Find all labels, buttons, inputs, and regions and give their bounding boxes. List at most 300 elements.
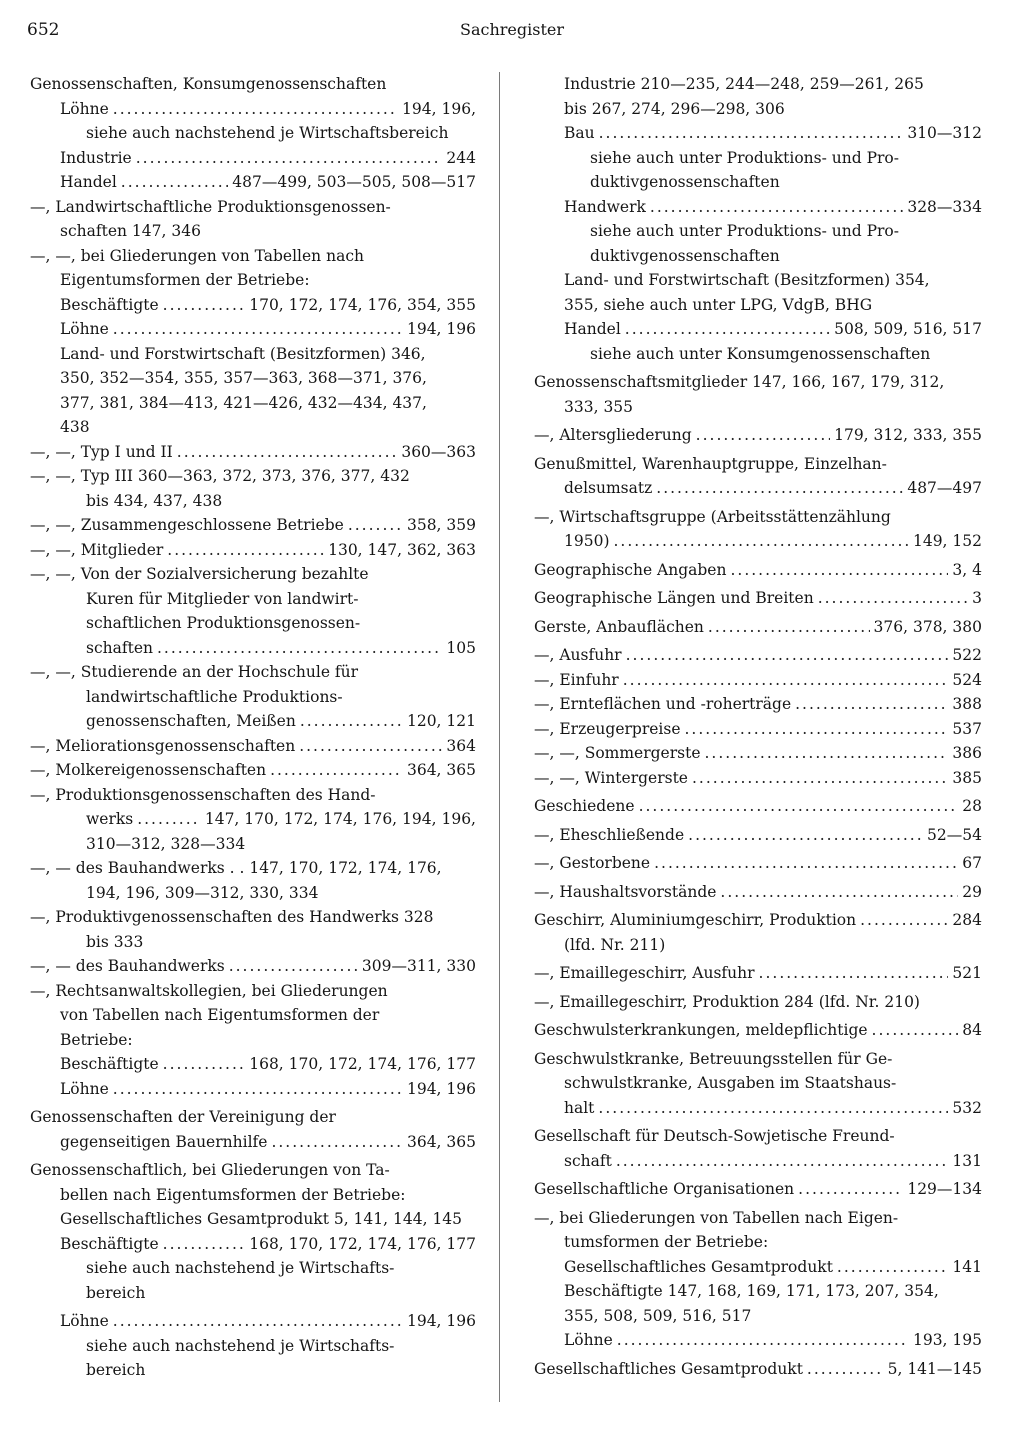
dot-leader [759, 961, 949, 986]
index-line [30, 954, 476, 979]
page-reference: 194, 196 [406, 1312, 476, 1330]
entry-term: Geschwulstkranke, Betreuungsstellen für Ge- [534, 1049, 893, 1068]
entry-term: —, — des Bauhandwerks [30, 957, 225, 975]
index-line [534, 452, 982, 477]
entry-term: Industrie [60, 148, 132, 167]
index-line [534, 1177, 982, 1202]
index-entry [534, 908, 982, 957]
entry-term: bis 333 [86, 932, 144, 951]
page-reference: 194, 196 [406, 1079, 476, 1098]
index-line [534, 1047, 982, 1072]
entry-term: Genossenschaftlich, bei Gliederungen von Ta- [30, 1161, 390, 1179]
dot-leader [656, 476, 903, 501]
dot-leader [685, 717, 949, 742]
entry-term: duktivgenossenschaften [590, 246, 780, 265]
entry-term: Land- und Forstwirtschaft (Besitzformen) 354, [564, 271, 930, 289]
dot-leader [300, 709, 403, 734]
entry-term: Beschäftigte [60, 1055, 159, 1073]
entry-term: Löhne [564, 1331, 613, 1349]
page-reference: 149, 152 [912, 532, 982, 550]
index-line [534, 1096, 982, 1121]
entry-term: Gerste, Anbauflächen [534, 617, 704, 636]
index-entry [534, 1177, 982, 1202]
right-index-column [534, 72, 982, 1385]
index-line [30, 219, 476, 244]
dot-leader [177, 440, 398, 465]
index-line [534, 1279, 982, 1304]
index-line [30, 1052, 476, 1077]
page-reference: 129—134 [907, 1180, 982, 1198]
index-line [30, 660, 476, 685]
entry-term: Gesellschaft für Deutsch-Sowjetische Freund- [534, 1127, 895, 1145]
entry-term: Genossenschaften der Vereinigung der [30, 1108, 336, 1126]
entry-term: Genossenschaften, Konsumgenossenschaften [30, 75, 387, 93]
entry-term: Löhne [60, 1079, 109, 1098]
entry-term: delsumsatz [564, 479, 653, 497]
index-line [30, 979, 476, 1004]
index-entry [534, 961, 982, 986]
index-line [534, 823, 982, 848]
page-reference: 147, 170, 172, 174, 176, 194, 196, [204, 810, 476, 828]
entry-term: —, —, Typ III 360—363, 372, 373, 376, 377, 432 [30, 467, 410, 485]
page-reference: 194, 196 [406, 320, 476, 338]
page-reference: 376, 378, 380 [873, 617, 982, 636]
dot-leader [113, 317, 403, 342]
entry-term: —, —, Typ I und II [30, 442, 173, 461]
page-reference: 244 [446, 148, 476, 167]
index-line [534, 170, 982, 195]
entry-term: Löhne [60, 99, 109, 118]
index-line [30, 1003, 476, 1028]
index-line [30, 734, 476, 759]
entry-term: Handwerk [564, 197, 646, 216]
index-line [30, 636, 476, 661]
index-line [30, 1105, 476, 1130]
page-reference: 310—312 [907, 124, 982, 142]
index-line [534, 1071, 982, 1096]
dot-leader [705, 741, 949, 766]
dot-leader [650, 195, 903, 220]
index-line [534, 766, 982, 791]
index-entry [534, 505, 982, 554]
index-line [534, 933, 982, 958]
page-reference: 3 [972, 589, 982, 607]
entry-term: Gesellschaftliches Gesamtprodukt [564, 1257, 833, 1276]
page-reference: 364 [446, 736, 476, 755]
page-number: 652 [27, 20, 60, 40]
index-line [534, 692, 982, 717]
entry-term: 438 [60, 418, 90, 436]
entry-term: schwulstkranke, Ausgaben im Staatshaus- [564, 1074, 897, 1092]
page-reference: 358, 359 [406, 516, 476, 534]
entry-term: 194, 196, 309—312, 330, 334 [86, 883, 319, 902]
index-line [534, 794, 982, 819]
entry-term: —, Ernteflächen und -roherträge [534, 695, 792, 713]
index-line [534, 558, 982, 583]
index-entry [534, 1018, 982, 1043]
entry-term: Gesellschaftliches Gesamtprodukt [534, 1359, 803, 1378]
page-reference: 521 [952, 964, 982, 982]
index-line [534, 908, 982, 933]
entry-term: 355, 508, 509, 516, 517 [564, 1306, 752, 1325]
dot-leader [720, 880, 958, 905]
page-reference: 131 [952, 1151, 982, 1170]
index-line [30, 1281, 476, 1306]
index-line [30, 415, 476, 440]
running-head: Sachregister [460, 20, 564, 39]
index-line [30, 538, 476, 563]
dot-leader [157, 636, 442, 661]
page-reference: 5, 141—145 [887, 1359, 982, 1378]
entry-term: Beschäftigte 147, 168, 169, 171, 173, 207, 354, [564, 1282, 939, 1300]
entry-term: —, Haushaltsvorstände [534, 882, 717, 901]
dot-leader [614, 529, 909, 554]
entry-term: Geographische Angaben [534, 560, 727, 579]
index-line [534, 1206, 982, 1231]
page-reference: 524 [952, 670, 982, 689]
entry-term: —, —, Studierende an der Hochschule für [30, 663, 359, 681]
index-line [534, 668, 982, 693]
dot-leader [271, 1130, 403, 1155]
dot-leader [163, 1052, 246, 1077]
entry-term: —, Rechtsanwaltskollegien, bei Gliederungen [30, 981, 388, 1000]
entry-term: Bau [564, 124, 595, 142]
entry-term: siehe auch nachstehend je Wirtschaftsbereich [86, 124, 449, 142]
dot-leader [696, 423, 830, 448]
index-line [534, 1255, 982, 1280]
dot-leader [872, 1018, 959, 1043]
index-line [30, 293, 476, 318]
index-line [30, 513, 476, 538]
dot-leader [121, 170, 228, 195]
dot-leader [163, 293, 246, 318]
entry-term: —, — des Bauhandwerks . . 147, 170, 172, 174, 176, [30, 859, 442, 877]
page-reference: 29 [962, 882, 982, 901]
dot-leader [113, 1077, 403, 1102]
index-line [30, 464, 476, 489]
page-reference: 537 [952, 719, 982, 738]
index-line [30, 1334, 476, 1359]
index-entry [534, 880, 982, 905]
dot-leader [860, 908, 948, 933]
entry-term: siehe auch unter Produktions- und Pro- [590, 148, 899, 167]
page-reference: 170, 172, 174, 176, 354, 355 [249, 295, 476, 314]
index-entry [30, 72, 476, 1101]
index-line [30, 562, 476, 587]
index-entry [534, 452, 982, 501]
index-line [30, 881, 476, 906]
index-line [30, 905, 476, 930]
entry-term: —, Meliorationsgenossenschaften [30, 736, 296, 755]
entry-term: (lfd. Nr. 211) [564, 935, 666, 954]
index-entry [534, 370, 982, 419]
index-line [30, 611, 476, 636]
page-reference: 84 [962, 1021, 982, 1039]
index-line [534, 423, 982, 448]
index-line [534, 717, 982, 742]
entry-term: siehe auch nachstehend je Wirtschafts- [86, 1259, 395, 1277]
dot-leader [798, 1177, 903, 1202]
dot-leader [688, 823, 923, 848]
index-entry [534, 643, 982, 790]
index-line [30, 489, 476, 514]
dot-leader [167, 538, 324, 563]
entry-term: —, —, Wintergerste [534, 768, 688, 787]
index-line [30, 268, 476, 293]
index-line [534, 880, 982, 905]
entry-term: duktivgenossenschaften [590, 173, 780, 191]
entry-term: —, Eheschließende [534, 825, 685, 844]
page-reference: 360—363 [401, 442, 476, 461]
entry-term: —, —, bei Gliederungen von Tabellen nach [30, 246, 364, 265]
index-line [534, 1328, 982, 1353]
index-line [30, 758, 476, 783]
page-reference: 284 [952, 911, 982, 929]
page-reference: 532 [952, 1098, 982, 1117]
entry-term: 1950) [564, 532, 610, 550]
index-line [534, 219, 982, 244]
entry-term: bellen nach Eigentumsformen der Betriebe: [60, 1185, 406, 1204]
page-reference: 28 [962, 797, 982, 815]
entry-term: schaften 147, 346 [60, 222, 201, 240]
page-reference: 67 [962, 854, 982, 872]
page-reference: 194, 196, [402, 99, 476, 118]
page-reference: 179, 312, 333, 355 [834, 426, 982, 444]
dot-leader [163, 1232, 246, 1257]
entry-term: Beschäftigte [60, 1234, 159, 1253]
entry-term: 350, 352—354, 355, 357—363, 368—371, 376, [60, 369, 427, 387]
index-line [30, 1158, 476, 1183]
page-reference: 508, 509, 516, 517 [834, 320, 982, 338]
index-line [30, 587, 476, 612]
page-reference: 386 [952, 744, 982, 762]
page-reference: 328—334 [907, 197, 982, 216]
entry-term: Genußmittel, Warenhauptgruppe, Einzelhan- [534, 454, 887, 473]
dot-leader [639, 794, 959, 819]
index-entry [30, 1309, 476, 1383]
dot-leader [708, 615, 870, 640]
index-entry [534, 1047, 982, 1121]
index-entry [534, 823, 982, 848]
entry-term: schaften [86, 638, 153, 657]
page-reference: 487—497 [907, 479, 982, 497]
index-line [30, 121, 476, 146]
entry-term: Genossenschaftsmitglieder 147, 166, 167, 179, 312, [534, 373, 945, 391]
entry-term: tumsformen der Betriebe: [564, 1233, 769, 1251]
index-line [30, 685, 476, 710]
entry-term: Beschäftigte [60, 295, 159, 314]
index-line [534, 643, 982, 668]
entry-term: Handel [60, 173, 117, 191]
entry-term: —, Emaillegeschirr, Produktion 284 (lfd. Nr. 210) [534, 992, 920, 1011]
index-line [534, 268, 982, 293]
entry-term: schaft [564, 1151, 612, 1170]
index-line [534, 851, 982, 876]
index-entry [534, 72, 982, 366]
dot-leader [229, 954, 358, 979]
index-entry [534, 615, 982, 640]
entry-term: Geschwulsterkrankungen, meldepflichtige [534, 1021, 868, 1039]
index-line [30, 391, 476, 416]
index-line [30, 440, 476, 465]
page-reference: 105 [446, 638, 476, 657]
entry-term: —, —, Mitglieder [30, 540, 164, 559]
entry-term: bereich [86, 1361, 146, 1379]
index-line [534, 395, 982, 420]
dot-leader [137, 807, 201, 832]
dot-leader [626, 643, 949, 668]
index-line [30, 832, 476, 857]
index-entry [534, 1206, 982, 1353]
dot-leader [136, 146, 443, 171]
entry-term: —, —, Sommergerste [534, 744, 701, 762]
entry-term: werks [86, 810, 134, 828]
page-reference: 168, 170, 172, 174, 176, 177 [249, 1234, 476, 1253]
index-line [534, 97, 982, 122]
entry-term: —, Altersgliederung [534, 426, 692, 444]
left-index-column [30, 72, 476, 1387]
index-line [30, 1207, 476, 1232]
index-line [30, 1183, 476, 1208]
dot-leader [795, 692, 948, 717]
index-line [534, 505, 982, 530]
index-line [534, 121, 982, 146]
index-line [534, 1230, 982, 1255]
entry-term: 333, 355 [564, 397, 634, 416]
index-entry [534, 558, 982, 583]
index-entry [30, 1158, 476, 1305]
entry-term: Gesellschaftliche Organisationen [534, 1180, 795, 1198]
page-reference: 168, 170, 172, 174, 176, 177 [249, 1055, 476, 1073]
column-divider [499, 72, 500, 1402]
index-entry [534, 851, 982, 876]
dot-leader [807, 1357, 884, 1382]
entry-term: 355, siehe auch unter LPG, VdgB, BHG [564, 295, 873, 314]
entry-term: —, Landwirtschaftliche Produktionsgenossen- [30, 197, 391, 216]
index-line [30, 1309, 476, 1334]
index-line [30, 72, 476, 97]
dot-leader [599, 121, 904, 146]
index-line [30, 930, 476, 955]
dot-leader [617, 1328, 909, 1353]
dot-leader [299, 734, 442, 759]
page-reference: 130, 147, 362, 363 [328, 540, 476, 559]
index-line [30, 1077, 476, 1102]
page-reference: 120, 121 [406, 712, 476, 730]
dot-leader [113, 97, 398, 122]
entry-term: —, Erzeugerpreise [534, 719, 681, 738]
entry-term: Land- und Forstwirtschaft (Besitzformen) 346, [60, 344, 426, 363]
index-line [534, 317, 982, 342]
entry-term: Löhne [60, 320, 109, 338]
entry-term: Kuren für Mitglieder von landwirt- [86, 589, 359, 608]
page-reference: 388 [952, 695, 982, 713]
page-reference: 3, 4 [952, 560, 982, 579]
entry-term: bereich [86, 1283, 146, 1302]
index-line [30, 146, 476, 171]
entry-term: Löhne [60, 1312, 109, 1330]
entry-term: von Tabellen nach Eigentumsformen der [60, 1006, 380, 1024]
page-reference: 141 [952, 1257, 982, 1276]
entry-term: —, Produktionsgenossenschaften des Hand- [30, 785, 376, 804]
index-line [30, 1232, 476, 1257]
entry-term: Geschiedene [534, 797, 635, 815]
page-reference: 309—311, 330 [361, 957, 476, 975]
index-line [534, 586, 982, 611]
entry-term: Betriebe: [60, 1030, 133, 1049]
entry-term: landwirtschaftliche Produktions- [86, 687, 343, 706]
entry-term: Industrie 210—235, 244—248, 259—261, 265 [564, 75, 924, 93]
entry-term: —, —, Von der Sozialversicherung bezahlte [30, 565, 369, 583]
page-reference: 364, 365 [406, 761, 476, 779]
dot-leader [616, 1149, 949, 1174]
index-line [30, 244, 476, 269]
index-line [30, 195, 476, 220]
index-line [534, 342, 982, 367]
dot-leader [348, 513, 403, 538]
dot-leader [818, 586, 968, 611]
entry-term: Gesellschaftliches Gesamtprodukt 5, 141, 144, 145 [60, 1210, 463, 1228]
dot-leader [730, 558, 948, 583]
entry-term: Eigentumsformen der Betriebe: [60, 271, 310, 289]
entry-term: 310—312, 328—334 [86, 834, 246, 853]
dot-leader [654, 851, 958, 876]
index-line [30, 342, 476, 367]
dot-leader [113, 1309, 403, 1334]
entry-term: —, Emaillegeschirr, Ausfuhr [534, 964, 755, 982]
index-line [534, 476, 982, 501]
index-line [30, 783, 476, 808]
index-line [534, 961, 982, 986]
page-reference: 364, 365 [406, 1132, 476, 1151]
dot-leader [598, 1096, 948, 1121]
index-entry [534, 794, 982, 819]
entry-term: —, Ausfuhr [534, 646, 622, 664]
index-line [534, 293, 982, 318]
index-line [534, 195, 982, 220]
entry-term: bis 434, 437, 438 [86, 491, 223, 510]
entry-term: —, Gestorbene [534, 854, 651, 872]
index-line [534, 1149, 982, 1174]
entry-term: gegenseitigen Bauernhilfe [60, 1132, 268, 1151]
page-reference: 193, 195 [912, 1331, 982, 1349]
entry-term: —, Produktivgenossenschaften des Handwerks 328 [30, 908, 434, 926]
index-entry [534, 1124, 982, 1173]
entry-term: siehe auch nachstehend je Wirtschafts- [86, 1336, 395, 1355]
dot-leader [625, 317, 830, 342]
index-entry [534, 1357, 982, 1382]
entry-term: Geographische Längen und Breiten [534, 589, 814, 607]
dot-leader [692, 766, 948, 791]
index-line [534, 741, 982, 766]
index-line [534, 615, 982, 640]
index-line [30, 807, 476, 832]
index-line [30, 317, 476, 342]
index-line [30, 1256, 476, 1281]
index-line [30, 856, 476, 881]
index-line [534, 1124, 982, 1149]
index-entry [534, 990, 982, 1015]
page-reference: 487—499, 503—505, 508—517 [232, 173, 476, 191]
dot-leader [623, 668, 949, 693]
index-line [534, 990, 982, 1015]
index-line [534, 1304, 982, 1329]
index-entry [534, 586, 982, 611]
index-line [30, 709, 476, 734]
index-entry [534, 423, 982, 448]
index-line [534, 529, 982, 554]
entry-term: halt [564, 1098, 595, 1117]
